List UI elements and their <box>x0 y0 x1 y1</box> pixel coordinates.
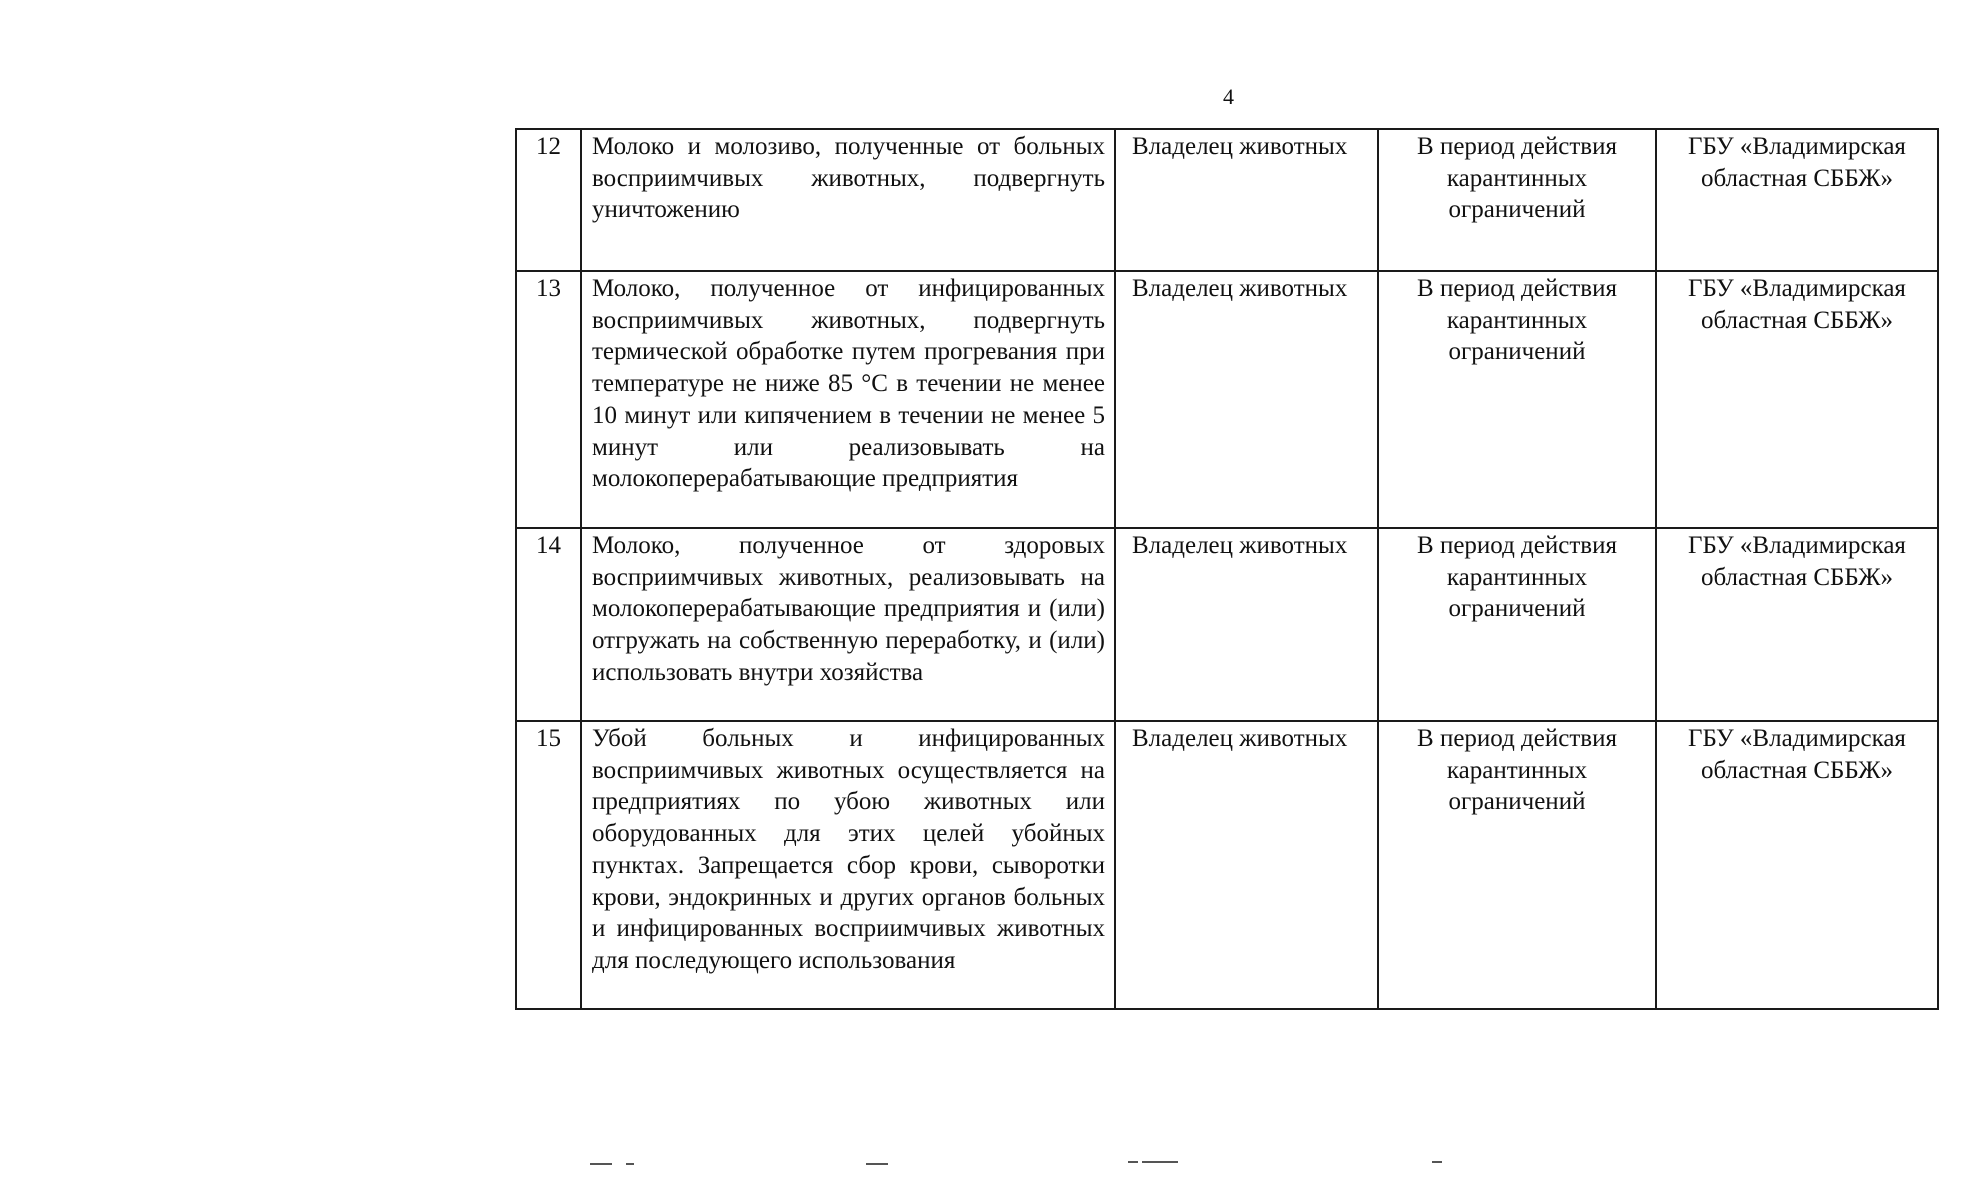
measure-text: Молоко и молозиво, полученные от больных восприимчивых животных, подвергнуть уничтожению <box>581 129 1115 271</box>
responsible-party: Владелец животных <box>1115 721 1378 1009</box>
responsible-party: Владелец животных <box>1115 528 1378 721</box>
executor: ГБУ «Владимирская областная СББЖ» <box>1656 721 1938 1009</box>
table-row <box>516 129 1938 271</box>
executor: ГБУ «Владимирская областная СББЖ» <box>1656 271 1938 528</box>
measure-text: Убой больных и инфицированных восприимчивых животных осуществляется на предприятиях по убою животных или оборудованных для этих целей убойных пунктах. Запрещается сбор крови, сыворотки крови, эндокринных и других органов больных и инфицированных восприимчивых животных для последующего использования <box>581 721 1115 1009</box>
row-number: 12 <box>516 129 581 271</box>
responsible-party: Владелец животных <box>1115 271 1378 528</box>
executor: ГБУ «Владимирская областная СББЖ» <box>1656 129 1938 271</box>
measures-table <box>515 128 1939 1010</box>
table-row <box>516 271 1938 528</box>
measure-text: Молоко, полученное от инфицированных восприимчивых животных, подвергнуть термической обработке путем прогревания при температуре не ниже 85 °С в течении не менее 10 минут или кипячением в течении не менее 5 минут или реализовывать на молокоперерабатывающие предприятия <box>581 271 1115 528</box>
table-row <box>516 528 1938 721</box>
period: В период действия карантинных ограничений <box>1378 721 1656 1009</box>
scan-artifact <box>626 1163 634 1165</box>
row-number: 14 <box>516 528 581 721</box>
scan-artifact <box>1128 1161 1138 1163</box>
scan-artifact <box>590 1163 612 1165</box>
period: В период действия карантинных ограничений <box>1378 129 1656 271</box>
period: В период действия карантинных ограничений <box>1378 271 1656 528</box>
page-number: 4 <box>1223 84 1234 109</box>
scan-artifact <box>866 1163 888 1165</box>
scan-artifact <box>1142 1161 1178 1163</box>
period: В период действия карантинных ограничений <box>1378 528 1656 721</box>
executor: ГБУ «Владимирская областная СББЖ» <box>1656 528 1938 721</box>
scan-artifact <box>1432 1161 1442 1163</box>
measure-text: Молоко, полученное от здоровых восприимчивых животных, реализовывать на молокоперерабатывающие предприятия и (или) отгружать на собственную переработку, и (или) использовать внутри хозяйства <box>581 528 1115 721</box>
row-number: 13 <box>516 271 581 528</box>
table-row <box>516 721 1938 1009</box>
responsible-party: Владелец животных <box>1115 129 1378 271</box>
row-number: 15 <box>516 721 581 1009</box>
